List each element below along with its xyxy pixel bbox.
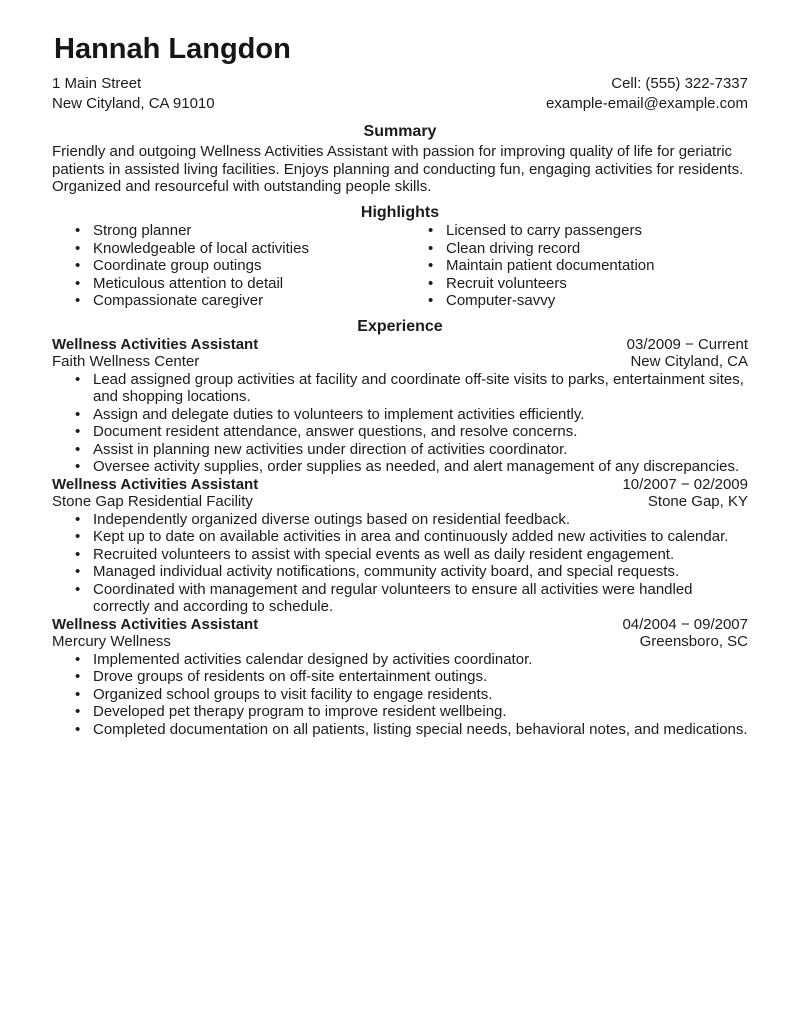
highlight-item: • Clean driving record [400, 240, 748, 258]
experience-entry [52, 476, 748, 616]
job-bullet: • Completed documentation on all patients, listing special needs, behavioral notes, and medications. [52, 721, 748, 739]
highlights-heading: Highlights [360, 203, 440, 221]
highlights-columns [52, 222, 748, 310]
job-dates: 10/2007 − 02/2009 [622, 475, 748, 493]
address-line-1: 1 Main Street [52, 75, 142, 92]
job-bullet: • Organized school groups to visit facility to engage residents. [52, 686, 748, 704]
job-bullets [52, 511, 748, 616]
email-address: example-email@example.com [546, 95, 748, 112]
job-bullet: • Oversee activity supplies, order supplies as needed, and alert management of any discrepancies. [52, 458, 748, 476]
job-bullet: • Implemented activities calendar designed by activities coordinator. [52, 651, 748, 669]
highlights-list-right [400, 222, 748, 310]
job-bullet: • Assign and delegate duties to volunteers to implement activities efficiently. [52, 406, 748, 424]
summary-heading: Summary [363, 123, 437, 140]
highlight-item: • Strong planner [52, 222, 400, 240]
job-bullet: • Document resident attendance, answer questions, and resolve concerns. [52, 423, 748, 441]
job-bullet: • Lead assigned group activities at facility and coordinate off-site visits to parks, entertainment sites, and shopping locations. [52, 371, 748, 406]
job-title-row [52, 336, 748, 354]
address-line-2: New Cityland, CA 91010 [52, 95, 215, 112]
highlight-item: • Meticulous attention to detail [52, 275, 400, 293]
highlights-column-left [52, 222, 400, 310]
job-dates: 03/2009 − Current [626, 335, 748, 353]
job-title: Wellness Activities Assistant [52, 615, 259, 633]
job-location: New Cityland, CA [630, 353, 748, 370]
highlight-item: • Computer-savvy [400, 292, 748, 310]
summary-text: Friendly and outgoing Wellness Activities Assistant with passion for improving quality of life for geriatric patients in assisted living facilities. Enjoys planning and conducting fun, engaging activities for residents. Organized and resourceful with outstanding people skills. [52, 143, 744, 195]
phone-number: Cell: (555) 322-7337 [611, 75, 748, 92]
job-dates: 04/2004 − 09/2007 [622, 615, 748, 633]
highlight-item: • Compassionate caregiver [52, 292, 400, 310]
job-bullets [52, 371, 748, 476]
experience-entries [52, 336, 748, 739]
job-bullet: • Drove groups of residents on off-site entertainment outings. [52, 668, 748, 686]
highlight-item: • Licensed to carry passengers [400, 222, 748, 240]
job-bullet: • Assist in planning new activities under direction of activities coordinator. [52, 441, 748, 459]
job-title-row [52, 616, 748, 634]
job-title-row [52, 476, 748, 494]
experience-heading: Experience [357, 317, 443, 335]
job-location: Stone Gap, KY [647, 493, 748, 510]
job-bullet: • Recruited volunteers to assist with special events as well as daily resident engagement. [52, 546, 748, 564]
highlight-item: • Recruit volunteers [400, 275, 748, 293]
job-bullet: • Managed individual activity notifications, community activity board, and special requests. [52, 563, 748, 581]
job-company: Faith Wellness Center [52, 353, 200, 370]
highlights-list-left [52, 222, 400, 310]
job-bullet: • Kept up to date on available activities in area and continuously added new activities to calendar. [52, 528, 748, 546]
contact-details-block [546, 74, 748, 114]
job-bullet: • Developed pet therapy program to improve resident wellbeing. [52, 703, 748, 721]
resume-name: Hannah Langdon [54, 33, 291, 65]
job-bullet: • Coordinated with management and regular volunteers to ensure all activities were handled correctly and according to schedule. [52, 581, 748, 616]
contact-block [52, 74, 748, 114]
job-title: Wellness Activities Assistant [52, 475, 259, 493]
job-company: Mercury Wellness [52, 633, 171, 650]
highlight-item: • Maintain patient documentation [400, 257, 748, 275]
job-company-row [52, 633, 748, 651]
experience-entry [52, 616, 748, 739]
job-location: Greensboro, SC [639, 633, 748, 650]
job-bullets [52, 651, 748, 739]
address-block [52, 74, 215, 114]
highlight-item: • Knowledgeable of local activities [52, 240, 400, 258]
job-company-row [52, 353, 748, 371]
job-company-row [52, 493, 748, 511]
job-title: Wellness Activities Assistant [52, 335, 259, 353]
highlight-item: • Coordinate group outings [52, 257, 400, 275]
resume-content [0, 30, 800, 738]
highlights-column-right [400, 222, 748, 310]
job-company: Stone Gap Residential Facility [52, 493, 253, 510]
job-bullet: • Independently organized diverse outings based on residential feedback. [52, 511, 748, 529]
experience-entry [52, 336, 748, 476]
